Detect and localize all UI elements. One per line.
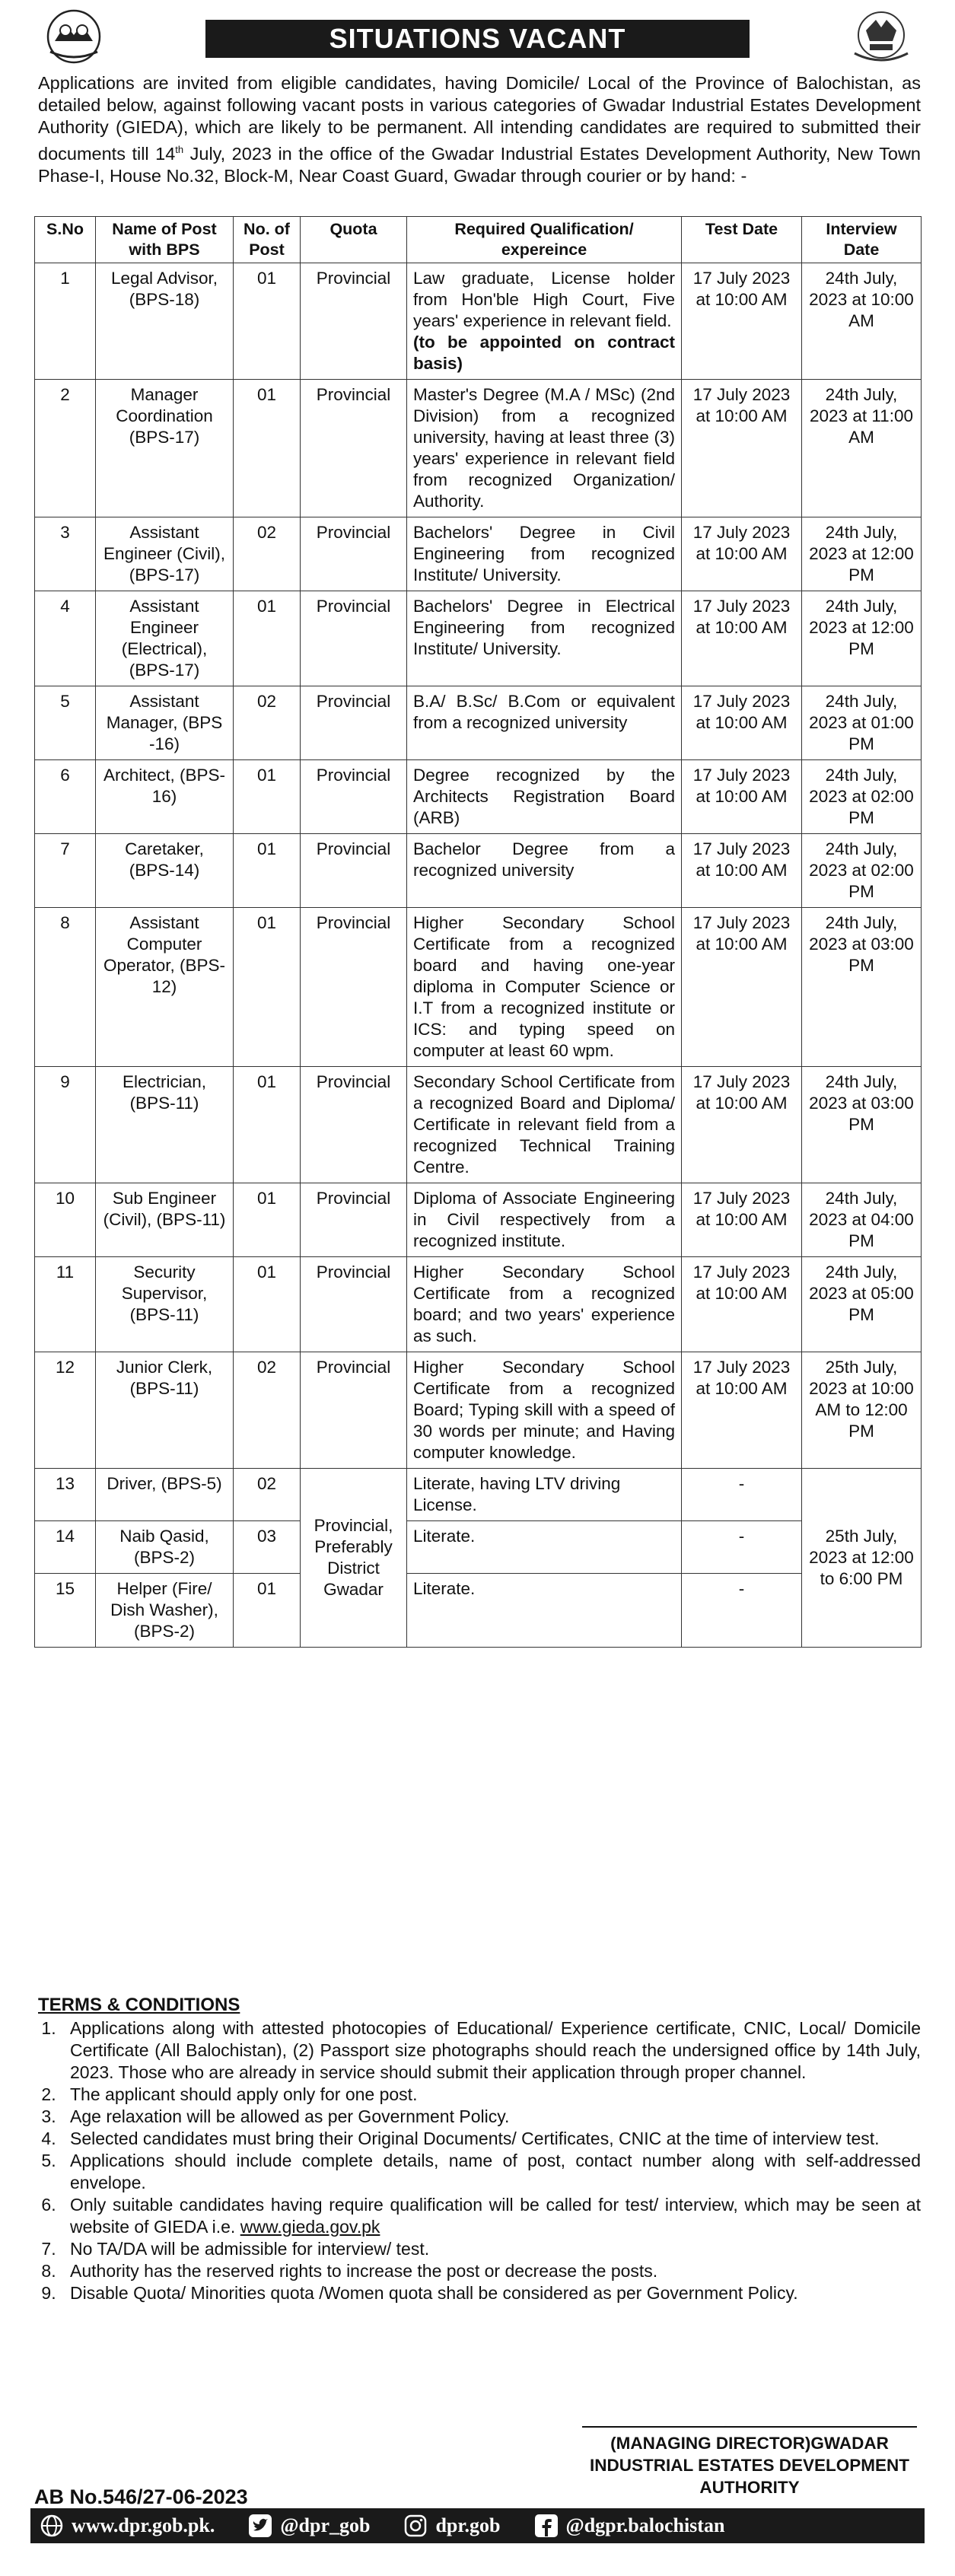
quota-cell: Provincial [301,1352,407,1469]
table-row [35,591,922,686]
qualification-text: Degree recognized by the Architects Registration Board (ARB) [413,766,675,827]
instagram-icon [403,2514,428,2538]
signature-block [582,2426,917,2498]
globe-icon [40,2514,64,2538]
post-name-cell: Legal Advisor, (BPS-18) [96,263,234,380]
column-header: Name of Post with BPS [96,217,234,263]
test-date-cell: - [682,1521,802,1574]
table-row [35,1183,922,1257]
qualification-text: B.A/ B.Sc/ B.Com or equivalent from a recognized university [413,692,675,732]
page-title: SITUATIONS VACANT [205,20,750,58]
interview-date-cell: 25th July, 2023 at 10:00 AM to 12:00 PM [802,1352,922,1469]
qualification-cell [407,760,682,834]
qualification-text: Higher Secondary School Certificate from a recognized board; and two years' experience as such. [413,1263,675,1345]
serial-number-cell: 5 [35,686,96,760]
test-date-cell: 17 July 2023 at 10:00 AM [682,380,802,517]
post-count-cell: 01 [234,1183,301,1257]
test-date-cell: 17 July 2023 at 10:00 AM [682,263,802,380]
qualification-text: Bachelor Degree from a recognized university [413,839,675,880]
quota-cell: Provincial [301,517,407,591]
qualification-text: Master's Degree (M.A / MSc) (2nd Division) from a recognized university, having at least three (3) years' experience in relevant field from recognized Organization/ Authority. [413,385,675,511]
test-date-cell: 17 July 2023 at 10:00 AM [682,834,802,908]
serial-number-cell: 11 [35,1257,96,1352]
qualification-cell [407,834,682,908]
footer-bar [30,2508,925,2543]
table-row [35,834,922,908]
interview-date-cell: 24th July, 2023 at 03:00 PM [802,908,922,1067]
interview-date-cell: 24th July, 2023 at 12:00 PM [802,517,922,591]
serial-number-cell: 12 [35,1352,96,1469]
quota-cell: Provincial [301,908,407,1067]
quota-cell: Provincial [301,591,407,686]
test-date-cell: - [682,1469,802,1521]
interview-date-cell: 24th July, 2023 at 12:00 PM [802,591,922,686]
post-name-cell: Assistant Engineer (Electrical), (BPS-17) [96,591,234,686]
post-name-cell: Helper (Fire/ Dish Washer), (BPS-2) [96,1574,234,1648]
column-header: Test Date [682,217,802,263]
quota-cell: Provincial [301,1183,407,1257]
post-count-cell: 02 [234,1352,301,1469]
post-name-cell: Driver, (BPS-5) [96,1469,234,1521]
post-count-cell: 02 [234,517,301,591]
post-count-cell: 01 [234,263,301,380]
footer-facebook-text: @dgpr.balochistan [565,2514,725,2536]
signature-line: AUTHORITY [699,2478,800,2497]
terms-heading: TERMS & CONDITIONS [38,1995,240,2015]
qualification-cell [407,1257,682,1352]
post-name-cell: Manager Coordination (BPS-17) [96,380,234,517]
term-item: 2. The applicant should apply only for one post. [61,2084,921,2106]
facebook-icon [534,2514,559,2538]
interview-date-cell: 24th July, 2023 at 04:00 PM [802,1183,922,1257]
qualification-text: Diploma of Associate Engineering in Civil respectively from a recognized institute. [413,1189,675,1250]
test-date-cell: 17 July 2023 at 10:00 AM [682,760,802,834]
post-count-cell: 01 [234,1257,301,1352]
serial-number-cell: 1 [35,263,96,380]
quota-cell: Provincial [301,760,407,834]
post-count-cell: 01 [234,591,301,686]
column-header: No. of Post [234,217,301,263]
post-count-cell: 01 [234,1067,301,1183]
qualification-text: Bachelors' Degree in Civil Engineering from recognized Institute/ University. [413,523,675,584]
serial-number-cell: 8 [35,908,96,1067]
post-name-cell: Security Supervisor, (BPS-11) [96,1257,234,1352]
footer-twitter[interactable] [239,2514,370,2538]
vacancy-table [34,216,922,1648]
balochistan-emblem [839,8,923,68]
post-count-cell: 01 [234,760,301,834]
qualification-text: Secondary School Certificate from a recognized Board and Diploma/ Certificate in relevant field from a recognized Technical Training Centre. [413,1072,675,1177]
interview-date-cell: 24th July, 2023 at 02:00 PM [802,760,922,834]
qualification-text: Law graduate, License holder from Hon'ble High Court, Five years' experience in relevant field. [413,269,675,330]
post-count-cell: 01 [234,834,301,908]
serial-number-cell: 14 [35,1521,96,1574]
post-name-cell: Assistant Computer Operator, (BPS-12) [96,908,234,1067]
table-row [35,380,922,517]
term-item: 7. No TA/DA will be admissible for interview/ test. [61,2238,921,2260]
column-header: Quota [301,217,407,263]
interview-date-cell: 24th July, 2023 at 01:00 PM [802,686,922,760]
qualification-cell [407,1352,682,1469]
serial-number-cell: 2 [35,380,96,517]
qualification-cell [407,263,682,380]
term-item: 5. Applications should include complete details, name of post, contact number along with self-addressed envelope. [61,2150,921,2194]
test-date-cell: 17 July 2023 at 10:00 AM [682,686,802,760]
table-row [35,908,922,1067]
quota-cell: Provincial [301,1067,407,1183]
quota-cell: Provincial [301,686,407,760]
test-date-cell: - [682,1574,802,1648]
interview-date-cell: 25th July, 2023 at 12:00 to 6:00 PM [802,1469,922,1648]
table-row [35,1469,922,1521]
quota-cell: Provincial [301,834,407,908]
post-count-cell: 01 [234,380,301,517]
serial-number-cell: 7 [35,834,96,908]
serial-number-cell: 15 [35,1574,96,1648]
ad-reference-number: AB No.546/27-06-2023 [34,2485,248,2508]
table-header-row [35,217,922,263]
table-row [35,686,922,760]
interview-date-cell: 24th July, 2023 at 05:00 PM [802,1257,922,1352]
terms-section [38,1994,921,2304]
test-date-cell: 17 July 2023 at 10:00 AM [682,1067,802,1183]
qualification-text: Bachelors' Degree in Electrical Engineering from recognized Institute/ University. [413,597,675,658]
qualification-cell [407,1183,682,1257]
table-row [35,517,922,591]
table-row [35,1574,922,1648]
signature-line: (MANAGING DIRECTOR)GWADAR [610,2434,889,2453]
table-row [35,1352,922,1469]
term-item: 4. Selected candidates must bring their Original Documents/ Certificates, CNIC at the time of interview test. [61,2128,921,2150]
post-count-cell: 01 [234,908,301,1067]
post-name-cell: Architect, (BPS-16) [96,760,234,834]
column-header: Interview Date [802,217,922,263]
gieda-logo [32,8,116,68]
terms-list [38,2017,921,2304]
term-item: 1. Applications along with attested photocopies of Educational/ Experience certificate, CNIC, Local/ Domicile Certificate (All Balochistan), (2) Passport size photographs should reach the undersigned office by 14th July, 2023. Those who are already in service should submit their application through proper channel. [61,2017,921,2084]
test-date-cell: 17 July 2023 at 10:00 AM [682,908,802,1067]
post-name-cell: Naib Qasid, (BPS-2) [96,1521,234,1574]
post-count-cell: 03 [234,1521,301,1574]
quota-cell: Provincial [301,263,407,380]
column-header: Required Qualification/ expereince [407,217,682,263]
footer-instagram-text: dpr.gob [435,2514,501,2536]
post-name-cell: Assistant Manager, (BPS -16) [96,686,234,760]
serial-number-cell: 9 [35,1067,96,1183]
serial-number-cell: 6 [35,760,96,834]
footer-website-text: www.dpr.gob.pk. [72,2514,215,2536]
term-item: 9. Disable Quota/ Minorities quota /Women quota shall be considered as per Government Policy. [61,2282,921,2304]
column-header: S.No [35,217,96,263]
post-name-cell: Caretaker, (BPS-14) [96,834,234,908]
serial-number-cell: 3 [35,517,96,591]
qualification-cell: Literate. [407,1521,682,1574]
footer-facebook[interactable] [525,2514,725,2538]
footer-instagram[interactable] [394,2514,500,2538]
interview-date-cell: 24th July, 2023 at 03:00 PM [802,1067,922,1183]
post-name-cell: Electrician, (BPS-11) [96,1067,234,1183]
qualification-cell [407,686,682,760]
post-count-cell: 02 [234,1469,301,1521]
qualification-cell: Literate, having LTV driving License. [407,1469,682,1521]
interview-date-cell: 24th July, 2023 at 11:00 AM [802,380,922,517]
footer-website[interactable] [30,2514,215,2538]
term-item: 8. Authority has the reserved rights to increase the post or decrease the posts. [61,2260,921,2282]
post-name-cell: Sub Engineer (Civil), (BPS-11) [96,1183,234,1257]
contract-note: (to be appointed on contract basis) [413,333,675,373]
serial-number-cell: 10 [35,1183,96,1257]
table-row [35,1257,922,1352]
qualification-text: Higher Secondary School Certificate from a recognized Board; Typing skill with a speed of 30 words per minute; and Having computer knowledge. [413,1358,675,1462]
test-date-cell: 17 July 2023 at 10:00 AM [682,1352,802,1469]
signature-line: INDUSTRIAL ESTATES DEVELOPMENT [589,2456,910,2475]
test-date-cell: 17 July 2023 at 10:00 AM [682,591,802,686]
post-name-cell: Assistant Engineer (Civil), (BPS-17) [96,517,234,591]
post-name-cell: Junior Clerk, (BPS-11) [96,1352,234,1469]
table-row [35,1067,922,1183]
qualification-text: Higher Secondary School Certificate from a recognized board and having one-year diploma in Computer Science or I.T from a recognized institute or ICS: and typing speed on computer at least 60 wpm. [413,913,675,1060]
test-date-cell: 17 July 2023 at 10:00 AM [682,1257,802,1352]
post-count-cell: 01 [234,1574,301,1648]
gieda-website-link[interactable]: www.gieda.gov.pk [240,2217,380,2237]
twitter-icon [248,2514,272,2538]
qualification-cell [407,380,682,517]
qualification-cell [407,1067,682,1183]
table-row [35,263,922,380]
serial-number-cell: 13 [35,1469,96,1521]
qualification-cell [407,591,682,686]
test-date-cell: 17 July 2023 at 10:00 AM [682,1183,802,1257]
term-item: 3. Age relaxation will be allowed as per Government Policy. [61,2106,921,2128]
test-date-cell: 17 July 2023 at 10:00 AM [682,517,802,591]
qualification-cell [407,908,682,1067]
term-item-text: Only suitable candidates having require qualification will be called for test/ interview, which may be seen at website of GIEDA i.e. [70,2195,921,2237]
post-count-cell: 02 [234,686,301,760]
quota-cell: Provincial, Preferably District Gwadar [301,1469,407,1648]
interview-date-cell: 24th July, 2023 at 10:00 AM [802,263,922,380]
footer-twitter-text: @dpr_gob [280,2514,371,2536]
table-row [35,760,922,834]
table-row [35,1521,922,1574]
quota-cell: Provincial [301,380,407,517]
quota-cell: Provincial [301,1257,407,1352]
term-item [61,2194,921,2238]
qualification-cell: Literate. [407,1574,682,1648]
intro-paragraph: Applications are invited from eligible candidates, having Domicile/ Local of the Province of Balochistan, as detailed below, against following vacant posts in various categories of Gwadar Industrial Estates Development Authority (GIEDA), which are likely to be permanent. All intending candidates are required to submitted their documents till 14th July, 2023 in the office of the Gwadar Industrial Estates Development Authority, New Town Phase-I, House No.32, Block-M, Near Coast Guard, Gwadar through courier or by hand: - [38,73,921,186]
interview-date-cell: 24th July, 2023 at 02:00 PM [802,834,922,908]
qualification-cell [407,517,682,591]
serial-number-cell: 4 [35,591,96,686]
